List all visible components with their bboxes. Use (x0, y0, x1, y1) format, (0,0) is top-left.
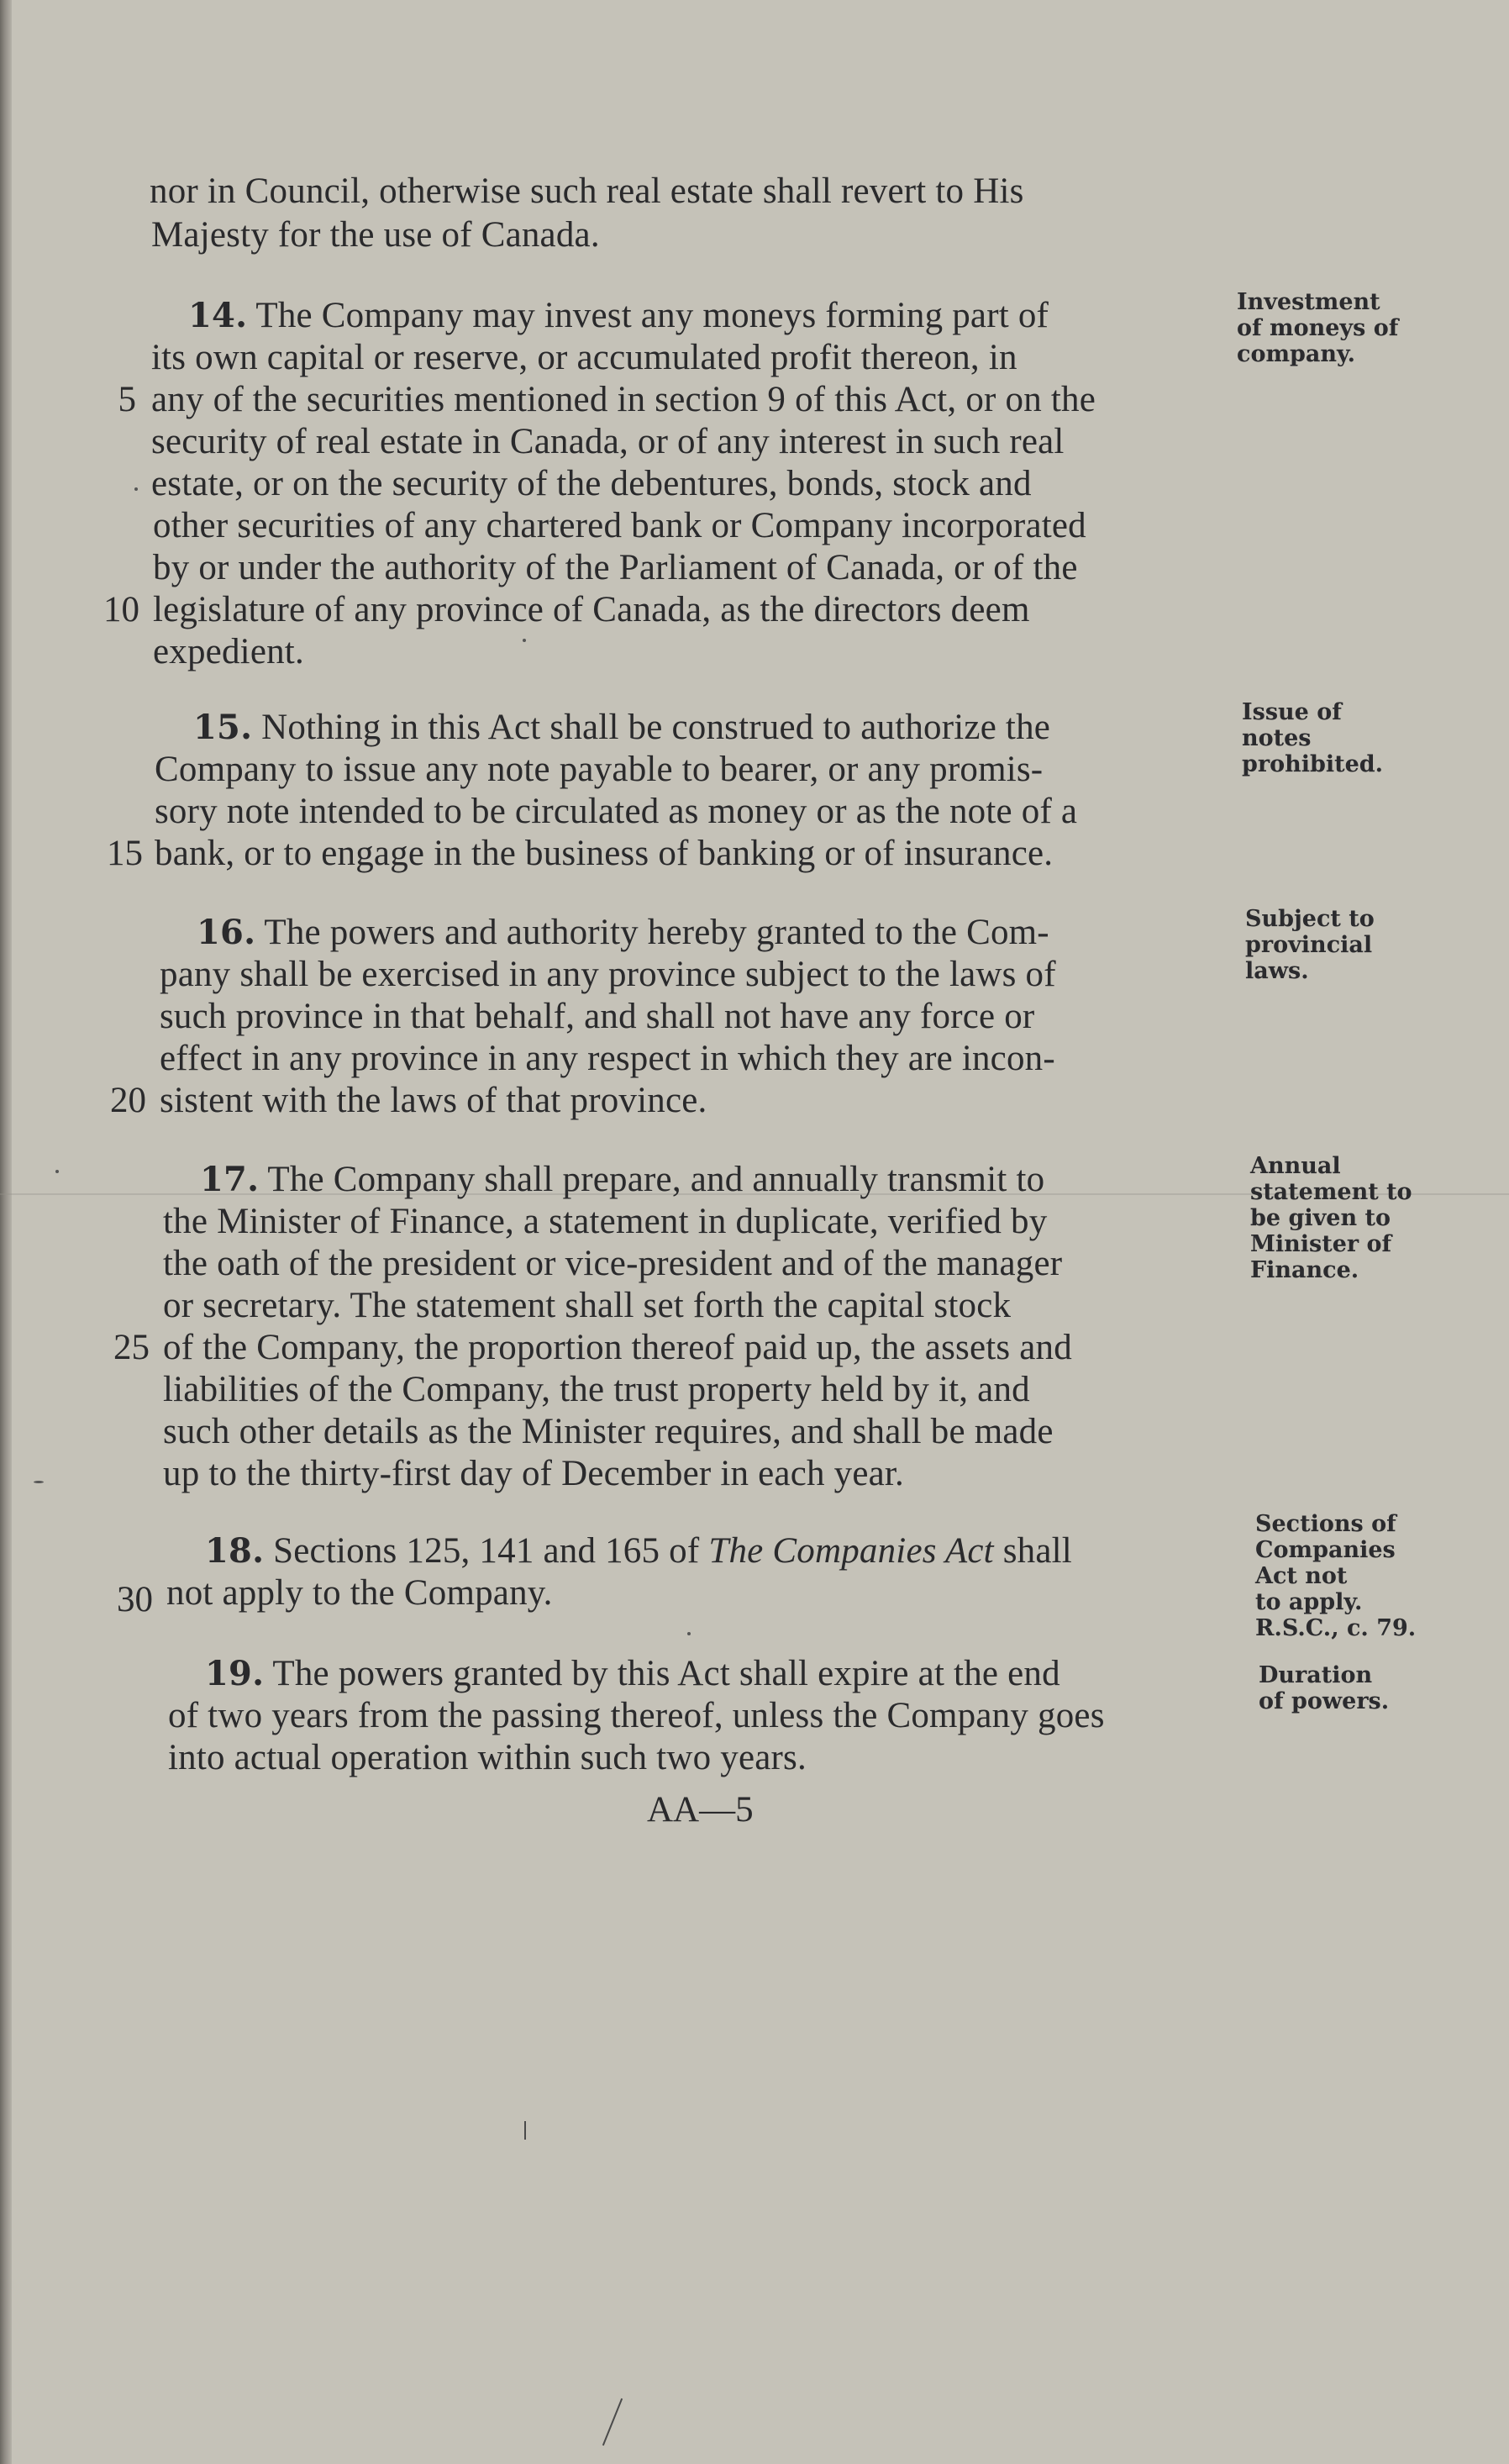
line-number: 20 (110, 1081, 146, 1120)
paper-scratch (524, 2121, 526, 2140)
act-title: The Companies Act (708, 1531, 994, 1571)
section-19-line: into actual operation within such two years. (168, 1738, 807, 1777)
section-number: 19. (205, 1654, 265, 1693)
section-17-line: up to the thirty-first day of December in each year. (163, 1454, 905, 1493)
section-number: 17. (200, 1160, 260, 1199)
section-14-line: any of the securities mentioned in section 9 of this Act, or on the (151, 380, 1096, 419)
section-18-line: not apply to the Company. (166, 1573, 553, 1613)
margin-note-duration-of-powers: Duration of powers. (1259, 1662, 1390, 1714)
margin-note-investment: Investment of moneys of company. (1237, 289, 1399, 367)
paper-speck (134, 487, 138, 491)
section-14-line: expedient. (153, 632, 304, 671)
section-15-line: Company to issue any note payable to bearer, or any promis- (155, 750, 1044, 789)
section-14-line: estate, or on the security of the debentures, bonds, stock and (151, 464, 1032, 503)
page-edge (0, 0, 12, 2464)
section-16-line: effect in any province in any respect in which they are incon- (160, 1039, 1055, 1078)
margin-note-issue-of-notes: Issue of notes prohibited. (1242, 699, 1384, 777)
section-17-line: such other details as the Minister requires, and shall be made (163, 1412, 1054, 1451)
section-17-line: or secretary. The statement shall set forth the capital stock (163, 1286, 1012, 1325)
section-text: Sections 125, 141 and 165 of (273, 1531, 709, 1571)
section-19-first-line (205, 1654, 1060, 1694)
margin-note-annual-statement: Annual statement to be given to Minister of Finance. (1250, 1153, 1412, 1283)
section-15-first-line (193, 708, 1050, 748)
section-17-line: the oath of the president or vice-president and of the manager (163, 1244, 1063, 1283)
section-number: 18. (205, 1531, 265, 1571)
section-17-line: of the Company, the proportion thereof paid up, the assets and (163, 1328, 1072, 1367)
section-number: 14. (188, 296, 248, 335)
paper-scratch (602, 2398, 623, 2446)
section-16-line: such province in that behalf, and shall not have any force or (160, 997, 1035, 1036)
section-15-line: bank, or to engage in the business of banking or of insurance. (155, 834, 1054, 873)
line-number: 30 (117, 1580, 153, 1619)
section-16-line: sistent with the laws of that province. (160, 1081, 707, 1120)
section-text: Nothing in this Act shall be construed to authorize the (261, 708, 1051, 747)
section-16-first-line (197, 913, 1049, 953)
line-number: 15 (107, 834, 143, 873)
section-number: 15. (193, 708, 253, 747)
margin-note-companies-act-not-to-apply: Sections of Companies Act not to apply. R.S.C., c. 79. (1255, 1511, 1417, 1641)
line-number: 25 (113, 1328, 150, 1367)
section-text: shall (993, 1531, 1072, 1571)
paper-speck (55, 1170, 59, 1173)
section-18-first-line (205, 1531, 1072, 1572)
paper-speck (523, 639, 526, 642)
section-14-line: by or under the authority of the Parliament of Canada, or of the (153, 548, 1078, 587)
section-17-first-line (200, 1160, 1044, 1200)
paper-speck (34, 1481, 44, 1483)
paper-speck (687, 1632, 691, 1635)
opening-line-1: nor in Council, otherwise such real estate shall revert to His (150, 171, 1024, 211)
section-14-line: other securities of any chartered bank or Company incorporated (153, 506, 1086, 545)
section-number: 16. (197, 913, 256, 952)
margin-note-subject-to-provincial-laws: Subject to provincial laws. (1245, 906, 1375, 984)
section-text: The powers granted by this Act shall expire at the end (272, 1654, 1060, 1693)
section-17-line: the Minister of Finance, a statement in duplicate, verified by (163, 1202, 1048, 1241)
section-text: The Company may invest any moneys forming part of (255, 296, 1049, 335)
section-17-line: liabilities of the Company, the trust property held by it, and (163, 1370, 1030, 1409)
section-14-first-line (188, 296, 1049, 336)
section-14-line: legislature of any province of Canada, as the directors deem (153, 590, 1030, 629)
section-14-line: security of real estate in Canada, or of any interest in such real (151, 422, 1065, 461)
line-number: 10 (103, 590, 139, 629)
section-19-line: of two years from the passing thereof, unless the Company goes (168, 1696, 1105, 1735)
section-14-line: its own capital or reserve, or accumulated profit thereon, in (151, 338, 1017, 377)
opening-line-2: Majesty for the use of Canada. (151, 215, 600, 255)
page-signature: AA—5 (647, 1790, 754, 1830)
line-number: 5 (118, 380, 136, 419)
section-text: The Company shall prepare, and annually transmit to (267, 1160, 1045, 1199)
section-text: The powers and authority hereby granted to the Com- (264, 913, 1049, 952)
section-16-line: pany shall be exercised in any province subject to the laws of (160, 955, 1056, 994)
section-15-line: sory note intended to be circulated as money or as the note of a (155, 792, 1078, 831)
